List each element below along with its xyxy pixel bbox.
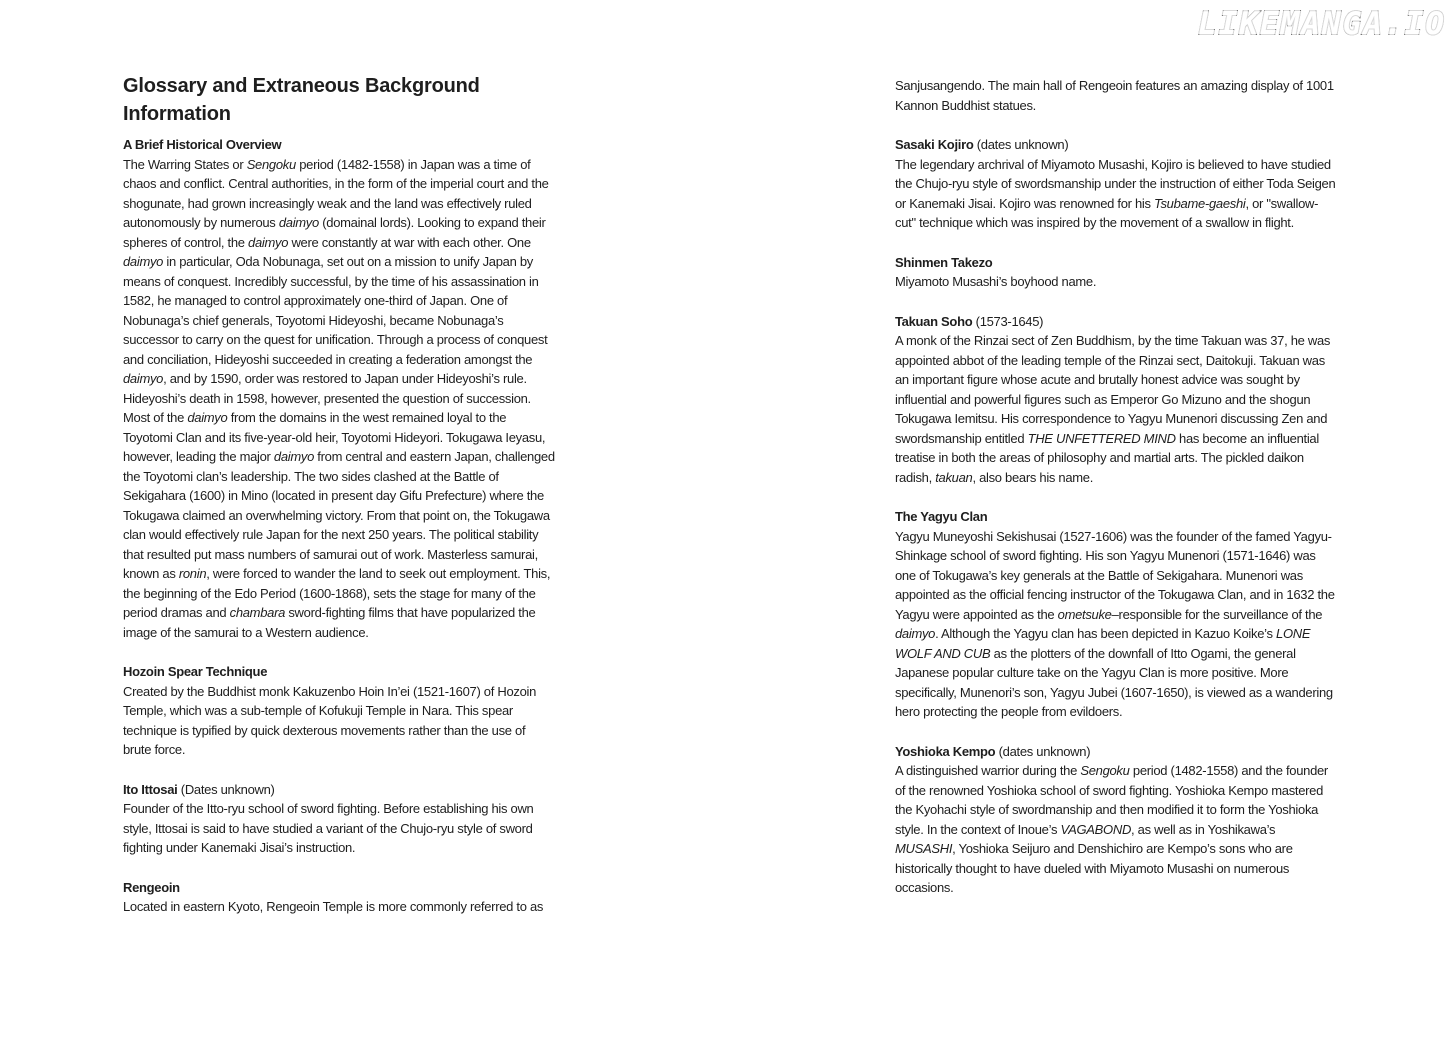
section-yoshioka-kempo: [895, 742, 1336, 898]
section-heading: Hozoin Spear Technique: [123, 664, 268, 679]
section-body: Created by the Buddhist monk Kakuzenbo Hoin In’ei (1521-1607) of Hozoin Temple, which was a sub-temple of Kofukuji Temple in Nara. This spear technique is typified by quick dexterous movements rather than the use of brute force.: [123, 683, 537, 757]
section-body: Miyamoto Musashi’s boyhood name.: [895, 274, 1097, 289]
section-hozoin-spear-technique: [123, 662, 556, 760]
section-heading: Shinmen Takezo: [895, 254, 993, 270]
section-heading: Takuan Soho (1573-1645): [895, 313, 1044, 329]
section-heading: Yoshioka Kempo (dates unknown): [895, 743, 1091, 759]
section-body: A distinguished warrior during the Sengoku period (1482-1558) and the founder of the renowned Yoshioka school of sword fighting. Yoshioka Kempo mastered the Kyohachi style of swordmanship and then modified it to form the Yoshioka style. In the context of Inoue’s VAGABOND, as well as in Yoshikawa’s MUSASHI, Yoshioka Seijuro and Denshichiro are Kempo’s sons who are historically thought to have dueled with Miyamoto Musashi on numerous occasions.: [895, 763, 1328, 895]
page-title: Glossary and Extraneous Background Information: [123, 75, 480, 125]
section-heading: Sasaki Kojiro (dates unknown): [895, 137, 1069, 152]
section-body: Founder of the Itto-ryu school of sword fighting. Before establishing his own style, Ittosai is said to have studied a variant of the Chujo-ryu style of sword fighting under Kanemaki Jisai’s instruction.: [123, 801, 534, 855]
section-body: The legendary archrival of Miyamoto Musashi, Kojiro is believed to have studied the Chujo-ryu style of swordsmanship under the instruction of either Toda Seigen or Kanemaki Jisai. Kojiro was renowned for his Tsubame-gaeshi, or "swallow-cut" technique which was inspired by the movement of a swallow in flight.: [895, 156, 1336, 230]
section-heading: Rengeoin: [123, 879, 180, 895]
section-heading: Ito Ittosai (Dates unknown): [123, 781, 275, 797]
section-shinmen-takezo: [895, 253, 1336, 292]
rengeoin-continuation-paragraph: Sanjusangendo. The main hall of Rengeoin features an amazing display of 1001 Kannon Buddhist statues.: [895, 78, 1334, 113]
section-body: The Warring States or Sengoku period (1482-1558) in Japan was a time of chaos and conflict. Central authorities, in the form of the imperial court and the shogunate, had grown increasingly weak and the land was effectively ruled autonomously by numerous daimyo (domainal lords). Looking to expand their spheres of control, the daimyo were constantly at war with each other. One daimyo in particular, Oda Nobunaga, set out on a mission to unify Japan by means of conquest. Incredibly successful, by the time of his assassination in 1582, he managed to control approximately one-third of Japan. One of Nobunaga’s chief generals, Toyotomi Hideyoshi, became Nobunaga’s successor to carry on the quest for unification. Through a process of conquest and conciliation, Hideyoshi succeeded in creating a federation amongst the daimyo, and by 1590, order was restored to Japan under Hideyoshi’s rule. Hideyoshi’s death in 1598, however, presented the question of succession. Most of the daimyo from the domains in the west remained loyal to the Toyotomi Clan and its five-year-old heir, Toyotomi Hideyori. Tokugawa Ieyasu, however, leading the major daimyo from central and eastern Japan, challenged the Toyotomi clan’s leadership. The two sides clashed at the Battle of Sekigahara (1600) in Mino (located in present day Gifu Prefecture) where the Tokugawa claimed an overwhelming victory. From that point on, the Tokugawa clan would effectively rule Japan for the next 250 years. The political stability that resulted put mass numbers of samurai out of work. Masterless samurai, known as ronin, were forced to wander the land to seek out employment. This, the beginning of the Edo Period (1600-1868), sets the stage for many of the period dramas and chambara sword-fighting films that have popularized the image of the samurai to a Western audience.: [123, 156, 555, 640]
section-heading: The Yagyu Clan: [895, 509, 988, 524]
section-the-yagyu-clan: [895, 507, 1336, 722]
right-page-column: [895, 76, 1336, 898]
section-a-brief-historical-overview: [123, 135, 556, 642]
left-page-column: [123, 72, 556, 917]
section-body: A monk of the Rinzai sect of Zen Buddhism, by the time Takuan was 37, he was appointed abbot of the leading temple of the Rinzai sect, Daitokuji. Takuan was an important figure whose acute and brutally honest advice was sought by influential and powerful figures such as Emperor Go Mizuno and the shogun Tokugawa Iemitsu. His correspondence to Yagyu Munenori discussing Zen and swordsmanship entitled THE UNFETTERED MIND has become an influential treatise in both the areas of philosophy and martial arts. The pickled daikon radish, takuan, also bears his name.: [895, 333, 1331, 485]
section-ito-ittosai: [123, 780, 556, 858]
section-sasaki-kojiro: [895, 135, 1336, 233]
likemanga-watermark-logo: LIKEMANGA.IO: [1198, 6, 1446, 42]
section-body: Yagyu Muneyoshi Sekishusai (1527-1606) was the founder of the famed Yagyu-Shinkage school of sword fighting. His son Yagyu Munenori (1571-1646) was one of Tokugawa’s key generals at the Battle of Sekigahara. Munenori was appointed as the official fencing instructor of the Tokugawa Clan, and in 1632 the Yagyu were appointed as the ometsuke–responsible for the surveillance of the daimyo. Although the Yagyu clan has been depicted in Kazuo Koike’s LONE WOLF AND CUB as the plotters of the downfall of Itto Ogami, the general Japanese popular culture take on the Yagyu Clan is more positive. More specifically, Munenori’s son, Yagyu Jubei (1607-1650), is viewed as a wandering hero protecting the people from evildoers.: [895, 528, 1335, 719]
section-rengeoin: [123, 878, 556, 917]
section-heading: A Brief Historical Overview: [123, 137, 282, 152]
section-takuan-soho: [895, 312, 1336, 488]
section-body: Located in eastern Kyoto, Rengeoin Temple is more commonly referred to as: [123, 899, 544, 914]
